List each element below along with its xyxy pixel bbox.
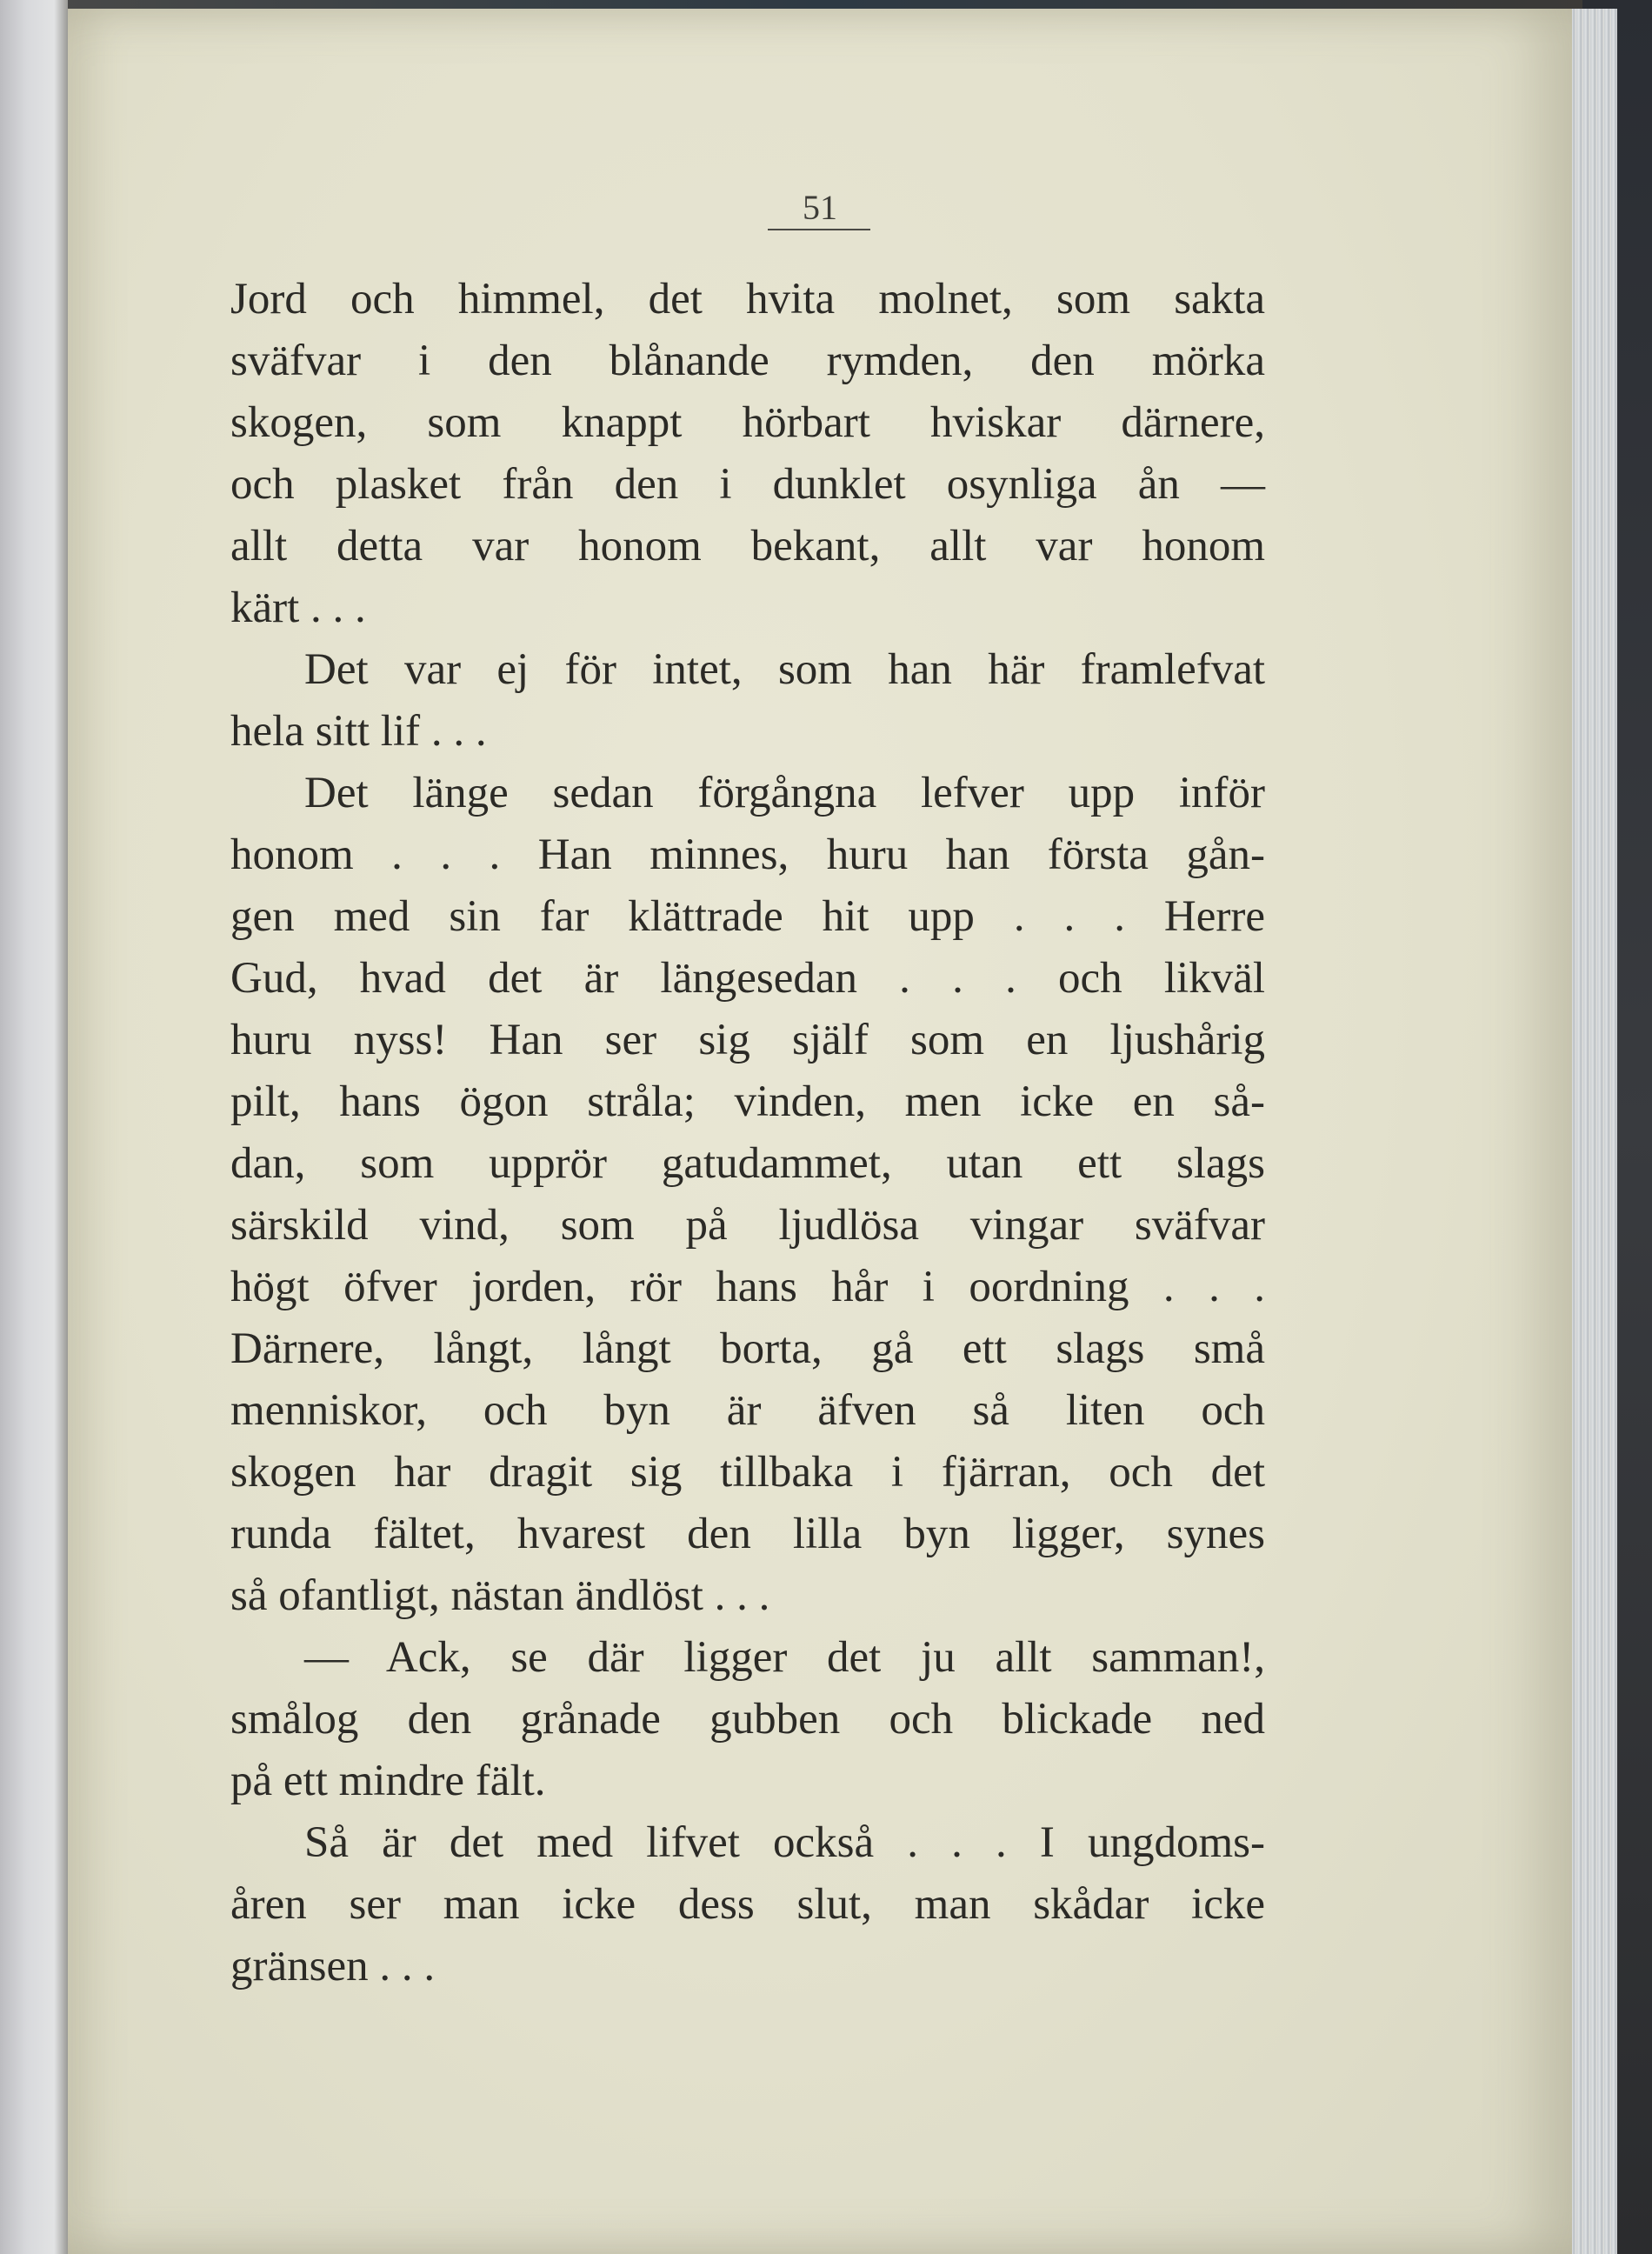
text-line: särskild vind, som på ljudlösa vingar sväfvar	[230, 1201, 1265, 1250]
text-line: gen med sin far klättrade hit upp . . . Herre	[230, 892, 1265, 941]
text-line: honom . . . Han minnes, huru han första gån-	[230, 830, 1265, 879]
text-line: Gud, hvad det är längesedan . . . och likväl	[230, 954, 1265, 1003]
text-line: hela sitt lif . . .	[230, 707, 487, 756]
text-line: dan, som upprör gatudammet, utan ett slags	[230, 1139, 1265, 1188]
text-line: åren ser man icke dess slut, man skådar icke	[230, 1880, 1265, 1929]
text-line: smålog den grånade gubben och blickade ned	[230, 1695, 1265, 1744]
text-line: och plasket från den i dunklet osynliga ån —	[230, 460, 1265, 509]
text-line: kärt . . .	[230, 584, 366, 632]
text-line: gränsen . . .	[230, 1942, 436, 1991]
text-line: på ett mindre fält.	[230, 1757, 546, 1805]
text-line: högt öfver jorden, rör hans hår i oordning . . .	[230, 1263, 1265, 1311]
text-line: skogen har dragit sig tillbaka i fjärran, och det	[230, 1448, 1265, 1497]
text-line: skogen, som knappt hörbart hviskar därnere,	[230, 398, 1265, 447]
text-line: Därnere, långt, långt borta, gå ett slags små	[230, 1324, 1265, 1373]
text-line: så ofantligt, nästan ändlöst . . .	[230, 1571, 770, 1620]
text-line: Jord och himmel, det hvita molnet, som sakta	[230, 275, 1265, 323]
text-line: sväfvar i den blånande rymden, den mörka	[230, 337, 1265, 385]
text-line: Så är det med lifvet också . . . I ungdoms-	[304, 1818, 1265, 1867]
facing-page-edge	[0, 0, 68, 2254]
text-line: allt detta var honom bekant, allt var honom	[230, 522, 1265, 570]
text-line: Det länge sedan förgångna lefver upp inför	[304, 769, 1265, 817]
page-number-rule	[768, 229, 870, 230]
text-line: menniskor, och byn är äfven så liten och	[230, 1386, 1265, 1435]
text-line: Det var ej för intet, som han här framlefvat	[304, 645, 1265, 694]
text-line: pilt, hans ögon stråla; vinden, men icke en så-	[230, 1077, 1265, 1126]
page-edges	[1569, 9, 1617, 2254]
text-line: huru nyss! Han ser sig själf som en ljushårig	[230, 1016, 1265, 1064]
page-number: 51	[803, 188, 837, 227]
text-line: runda fältet, hvarest den lilla byn ligger, synes	[230, 1510, 1265, 1558]
text-line: — Ack, se där ligger det ju allt samman!,	[304, 1633, 1265, 1682]
